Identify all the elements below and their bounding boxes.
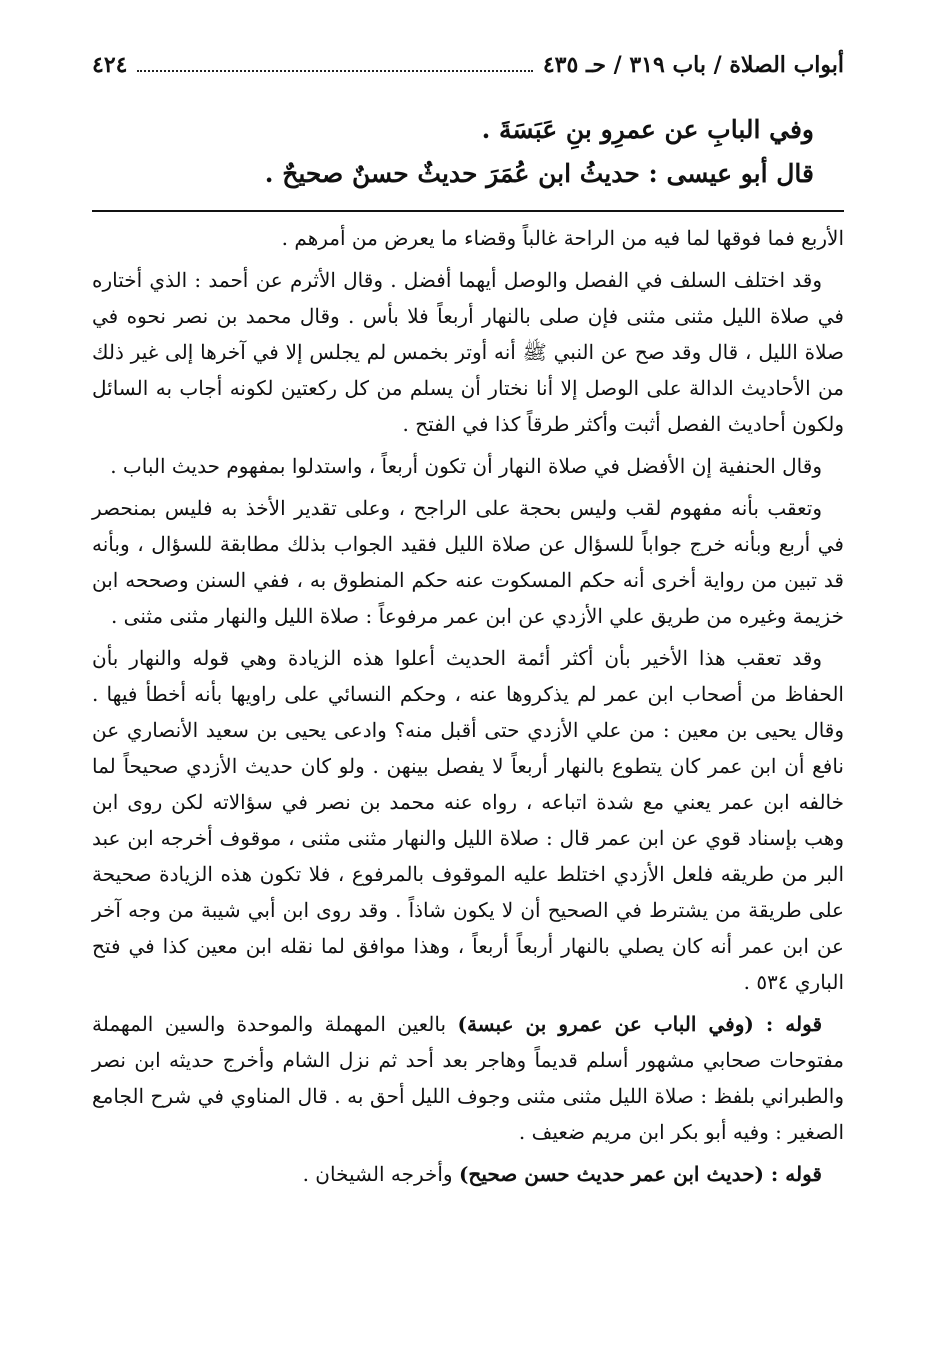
explanation-text: بالعين المهملة والموحدة والسين المهملة مفتوحات صحابي مشهور أسلم قديماً وهاجر بعد أحد ثم نزل الشام وأخرج حديثه ابن نصر والطبراني بلفظ : صلاة الليل مثنى مثنى وجوف الليل أحق به . قال المناوي في شرح الجامع الصغير : وفيه أبو بكر ابن مريم ضعيف . (92, 1012, 844, 1144)
hadith-text (92, 108, 844, 196)
quoted-phrase: قوله : (حديث ابن عمر حديث حسن صحيح) (458, 1162, 822, 1186)
separator-rule (92, 210, 844, 212)
hadith-line-1: وفي البابِ عن عمرِو بنِ عَبَسَةَ . (481, 115, 814, 144)
commentary-paragraph-1: الأربع فما فوقها لما فيه من الراحة غالباً وقضاء ما يعرض من أمرهم . (281, 226, 844, 250)
explanation-text: وأخرجه الشيخان . (302, 1162, 459, 1186)
commentary-paragraph-5: وقد تعقب هذا الأخير بأن أكثر أئمة الحديث أعلوا هذه الزيادة وهي قوله والنهار بأن الحفاظ من أصحاب ابن عمر لم يذكروها عنه ، وحكم النسائي على راويها بأنه أخطأ فيها . وقال يحيى بن معين : من علي الأزدي حتى أقبل منه؟ وادعى يحيى بن سعيد الأنصاري عن نافع أن ابن عمر كان يتطوع بالنهار أربعاً لا يفصل بينهن . ولو كان حديث الأزدي صحيحاً لما خالفه ابن عمر يعني مع شدة اتباعه ، رواه عنه محمد بن نصر في سؤالاته لكن روى ابن وهب بإسناد قوي عن ابن عمر قال : صلاة الليل والنهار مثنى مثنى ، موقوف أخرجه ابن عبد البر من طريقه فلعل الأزدي اختلط عليه الموقوف بالمرفوع ، فلا تكون هذه الزيادة صحيحة على طريقة من يشترط في الصحيح أن لا يكون شاذاً . وقد روى ابن أبي شيبة من وجه آخر عن ابن عمر أنه كان يصلي بالنهار أربعاً أربعاً ، وهذا موافق لما نقله ابن معين كذا في فتح الباري ٥٣٤ . (92, 646, 844, 994)
running-header (92, 52, 844, 92)
commentary-paragraph-7 (92, 1156, 844, 1192)
commentary-paragraph-4: وتعقب بأنه مفهوم لقب وليس بحجة على الراجح ، وعلى تقدير الأخذ به فليس بمنحصر في أربع وبأنه خرج جواباً للسؤال عن صلاة الليل فقيد الجواب بذلك مطابقة للسؤال ، وبأنه قد تبين من رواية أخرى أنه حكم المسكوت عنه حكم المنطوق به ، ففي السنن وصححه ابن خزيمة وغيره من طريق علي الأزدي عن ابن عمر مرفوعاً : صلاة الليل والنهار مثنى مثنى . (92, 496, 844, 628)
header-title: أبواب الصلاة / باب ٣١٩ / حـ ٤٣٥ (542, 52, 844, 78)
quoted-phrase: قوله : (وفي الباب عن عمرو بن عبسة) (457, 1012, 822, 1036)
commentary-paragraph-2: وقد اختلف السلف في الفصل والوصل أيهما أفضل . وقال الأثرم عن أحمد : الذي أختاره في صلاة الليل مثنى مثنى فإن صلى بالنهار أربعاً فلا بأس . وقال محمد بن نصر نحوه في صلاة الليل ، قال وقد صح عن النبي ﷺ أنه أوتر بخمس لم يجلس إلا في آخرها إلى غير ذلك من الأحاديث الدالة على الوصل إلا أنا نختار أن يسلم من كل ركعتين لكونه أجاب به السائل ولكون أحاديث الفصل أثبت وأكثر طرقاً كذا في الفتح . (92, 268, 844, 436)
book-page (92, 52, 844, 1198)
header-dotted-leader (137, 56, 532, 72)
page-number: ٤٢٤ (92, 52, 128, 78)
commentary-paragraph-3: وقال الحنفية إن الأفضل في صلاة النهار أن تكون أربعاً ، واستدلوا بمفهوم حديث الباب . (110, 454, 822, 478)
commentary-paragraph-6 (92, 1006, 844, 1150)
commentary (92, 220, 844, 1192)
hadith-line-2: قال أبو عيسى : حديثُ ابن عُمَرَ حديثٌ حسنٌ صحيحٌ . (264, 159, 814, 188)
